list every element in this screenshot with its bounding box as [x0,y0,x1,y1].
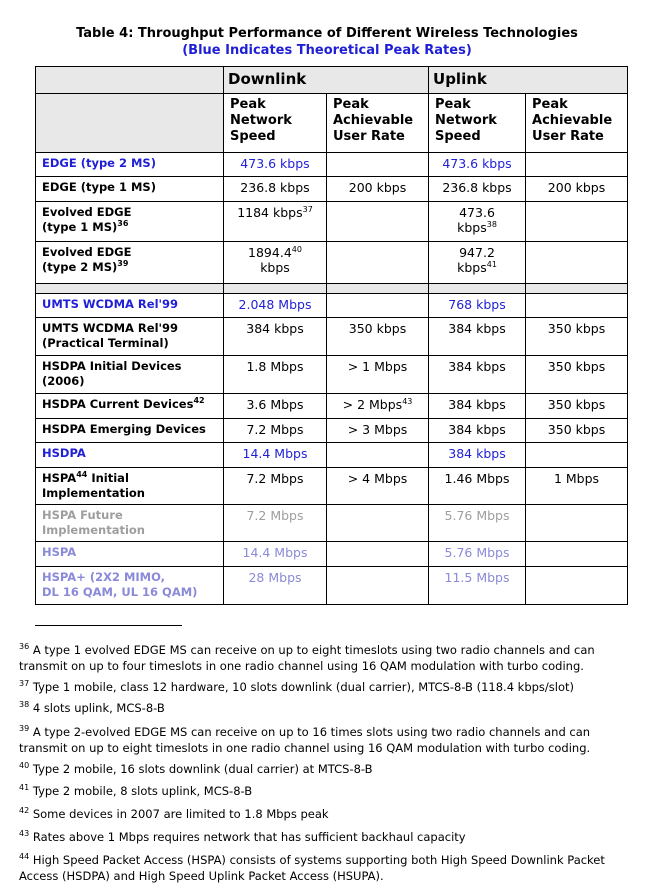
ul-user-cell [526,153,628,177]
dl-peak-cell: 473.6 kbps [224,153,327,177]
dl-user-cell [327,202,429,242]
downlink-header: Downlink [224,67,429,94]
footnote: $^{38}$ 4 slots uplink, MCS-8-B [19,700,165,715]
dl-peak-cell: 1184 kbps$^{37}$ [224,202,327,242]
dl-user-cell: > 2 Mbps$^{43}$ [327,394,429,419]
dl-user-cell [327,505,429,542]
ul-peak-cell: 384 kbps [429,318,526,356]
ul-peak-network-speed-header: Peak Network Speed [429,94,526,153]
dl-peak-cell: 7.2 Mbps [224,468,327,505]
ul-user-cell [526,242,628,284]
ul-peak-cell: 384 kbps [429,394,526,419]
corner-cell [36,67,224,94]
row-label: HSDPA Emerging Devices [36,419,224,443]
ul-peak-cell: 1.46 Mbps [429,468,526,505]
dl-peak-cell: 1.8 Mbps [224,356,327,394]
table-row [36,153,628,177]
table-row [36,443,628,468]
dl-peak-network-speed-header: Peak Network Speed [224,94,327,153]
dl-peak-cell: 14.4 Mbps [224,542,327,567]
dl-user-cell [327,242,429,284]
row-label: Evolved EDGE (type 1 MS)$^{36}$ [36,202,224,242]
footnote-ref: 38 [486,219,497,229]
ul-peak-cell: 11.5 Mbps [429,567,526,605]
ul-user-cell [526,567,628,605]
table-row [36,419,628,443]
row-label: EDGE (type 1 MS) [36,177,224,202]
separator-cell [327,284,429,294]
dl-user-cell: > 4 Mbps [327,468,429,505]
ul-peak-cell: 5.76 Mbps [429,542,526,567]
ul-peak-cell: 384 kbps [429,356,526,394]
ul-user-cell [526,443,628,468]
separator-row [36,284,628,294]
ul-peak-cell: 5.76 Mbps [429,505,526,542]
dl-user-cell: 350 kbps [327,318,429,356]
row-label: HSPA Future Implementation [36,505,224,542]
row-label: HSPA [36,542,224,567]
footnote: $^{42}$ Some devices in 2007 are limited to 1.8 Mbps peak [19,806,329,821]
dl-peak-cell: 7.2 Mbps [224,505,327,542]
separator-cell [36,284,224,294]
ul-user-cell: 350 kbps [526,419,628,443]
uplink-header: Uplink [429,67,628,94]
row-label: HSPA+ (2X2 MIMO, DL 16 QAM, UL 16 QAM) [36,567,224,605]
ul-user-cell [526,294,628,318]
ul-user-cell [526,202,628,242]
separator-cell [429,284,526,294]
footnote: $^{36}$ A type 1 evolved EDGE MS can receive on up to eight timeslots using two radio channels and can transmit on up to four timeslots in one radio channel using 16 QAM modulation with turbo coding. [19,642,595,673]
table-row [36,542,628,567]
dl-user-cell: 200 kbps [327,177,429,202]
ul-peak-cell: 384 kbps [429,443,526,468]
dl-user-cell [327,443,429,468]
dl-peak-cell: 28 Mbps [224,567,327,605]
table-row [36,394,628,419]
ul-user-cell: 1 Mbps [526,468,628,505]
row-label: HSDPA [36,443,224,468]
table-row [36,177,628,202]
dl-peak-cell: 7.2 Mbps [224,419,327,443]
row-label: HSDPA Current Devices$^{42}$ [36,394,224,419]
footnote: $^{43}$ Rates above 1 Mbps requires network that has sufficient backhaul capacity [19,829,466,844]
footnote: $^{44}$ High Speed Packet Access (HSPA) consists of systems supporting both High Speed Downlink Packet Access (HSDPA) and High Speed Uplink Packet Access (HSUPA). [19,852,605,883]
table-subtitle: (Blue Indicates Theoretical Peak Rates) [182,43,472,58]
table-row [36,356,628,394]
separator-cell [224,284,327,294]
ul-peak-user-rate-header: Peak Achievable User Rate [526,94,628,153]
table-row [36,468,628,505]
ul-peak-cell: 947.2 kbps$^{41}$ [429,242,526,284]
throughput-table [35,66,628,605]
group-header-row [36,67,628,94]
dl-peak-cell: 3.6 Mbps [224,394,327,419]
dl-user-cell [327,567,429,605]
footnote-ref: 37 [302,204,313,214]
dl-peak-cell: 14.4 Mbps [224,443,327,468]
dl-peak-user-rate-header: Peak Achievable User Rate [327,94,429,153]
separator-cell [526,284,628,294]
row-label: EDGE (type 2 MS) [36,153,224,177]
ul-peak-cell: 768 kbps [429,294,526,318]
footnote-ref: 43 [402,396,413,406]
dl-user-cell: > 1 Mbps [327,356,429,394]
footnote: $^{41}$ Type 2 mobile, 8 slots uplink, MCS-8-B [19,783,253,798]
dl-peak-cell: 236.8 kbps [224,177,327,202]
footnote: $^{37}$ Type 1 mobile, class 12 hardware, 10 slots downlink (dual carrier), MTCS-8-B (118.4 kbps/slot) [19,679,575,694]
table-row [36,505,628,542]
ul-user-cell [526,505,628,542]
sub-header-row [36,94,628,153]
ul-peak-cell: 473.6 kbps$^{38}$ [429,202,526,242]
dl-peak-cell: 2.048 Mbps [224,294,327,318]
footnote-separator [35,625,182,626]
row-label: HSDPA Initial Devices (2006) [36,356,224,394]
footnote-ref: 39 [117,259,129,269]
dl-user-cell [327,294,429,318]
table-row [36,294,628,318]
table-row [36,567,628,605]
ul-user-cell: 350 kbps [526,394,628,419]
dl-user-cell [327,153,429,177]
ul-user-cell: 350 kbps [526,356,628,394]
dl-peak-cell: 1894.4$^{40}$ kbps [224,242,327,284]
table-title: Table 4: Throughput Performance of Different Wireless Technologies [76,26,578,41]
table-row [36,202,628,242]
row-label: HSPA$^{44}$ Initial Implementation [36,468,224,505]
ul-peak-cell: 236.8 kbps [429,177,526,202]
table-row [36,242,628,284]
dl-user-cell [327,542,429,567]
ul-peak-cell: 473.6 kbps [429,153,526,177]
corner-cell [36,94,224,153]
ul-user-cell: 350 kbps [526,318,628,356]
ul-user-cell: 200 kbps [526,177,628,202]
row-label: UMTS WCDMA Rel'99 (Practical Terminal) [36,318,224,356]
footnote-ref: 36 [117,219,129,229]
ul-user-cell [526,542,628,567]
row-label: UMTS WCDMA Rel'99 [36,294,224,318]
footnote-ref: 40 [291,244,302,254]
table-row [36,318,628,356]
ul-peak-cell: 384 kbps [429,419,526,443]
footnote-ref: 42 [193,396,205,406]
footnote: $^{40}$ Type 2 mobile, 16 slots downlink (dual carrier) at MTCS-8-B [19,761,373,776]
footnote-ref: 41 [486,259,497,269]
dl-peak-cell: 384 kbps [224,318,327,356]
dl-user-cell: > 3 Mbps [327,419,429,443]
footnote: $^{39}$ A type 2-evolved EDGE MS can receive on up to 16 times slots using two radio channels and can transmit on up to eight timeslots in one radio channel using 16 QAM modulation with turbo coding. [19,724,591,755]
row-label: Evolved EDGE (type 2 MS)$^{39}$ [36,242,224,284]
footnote-ref: 44 [76,470,88,480]
